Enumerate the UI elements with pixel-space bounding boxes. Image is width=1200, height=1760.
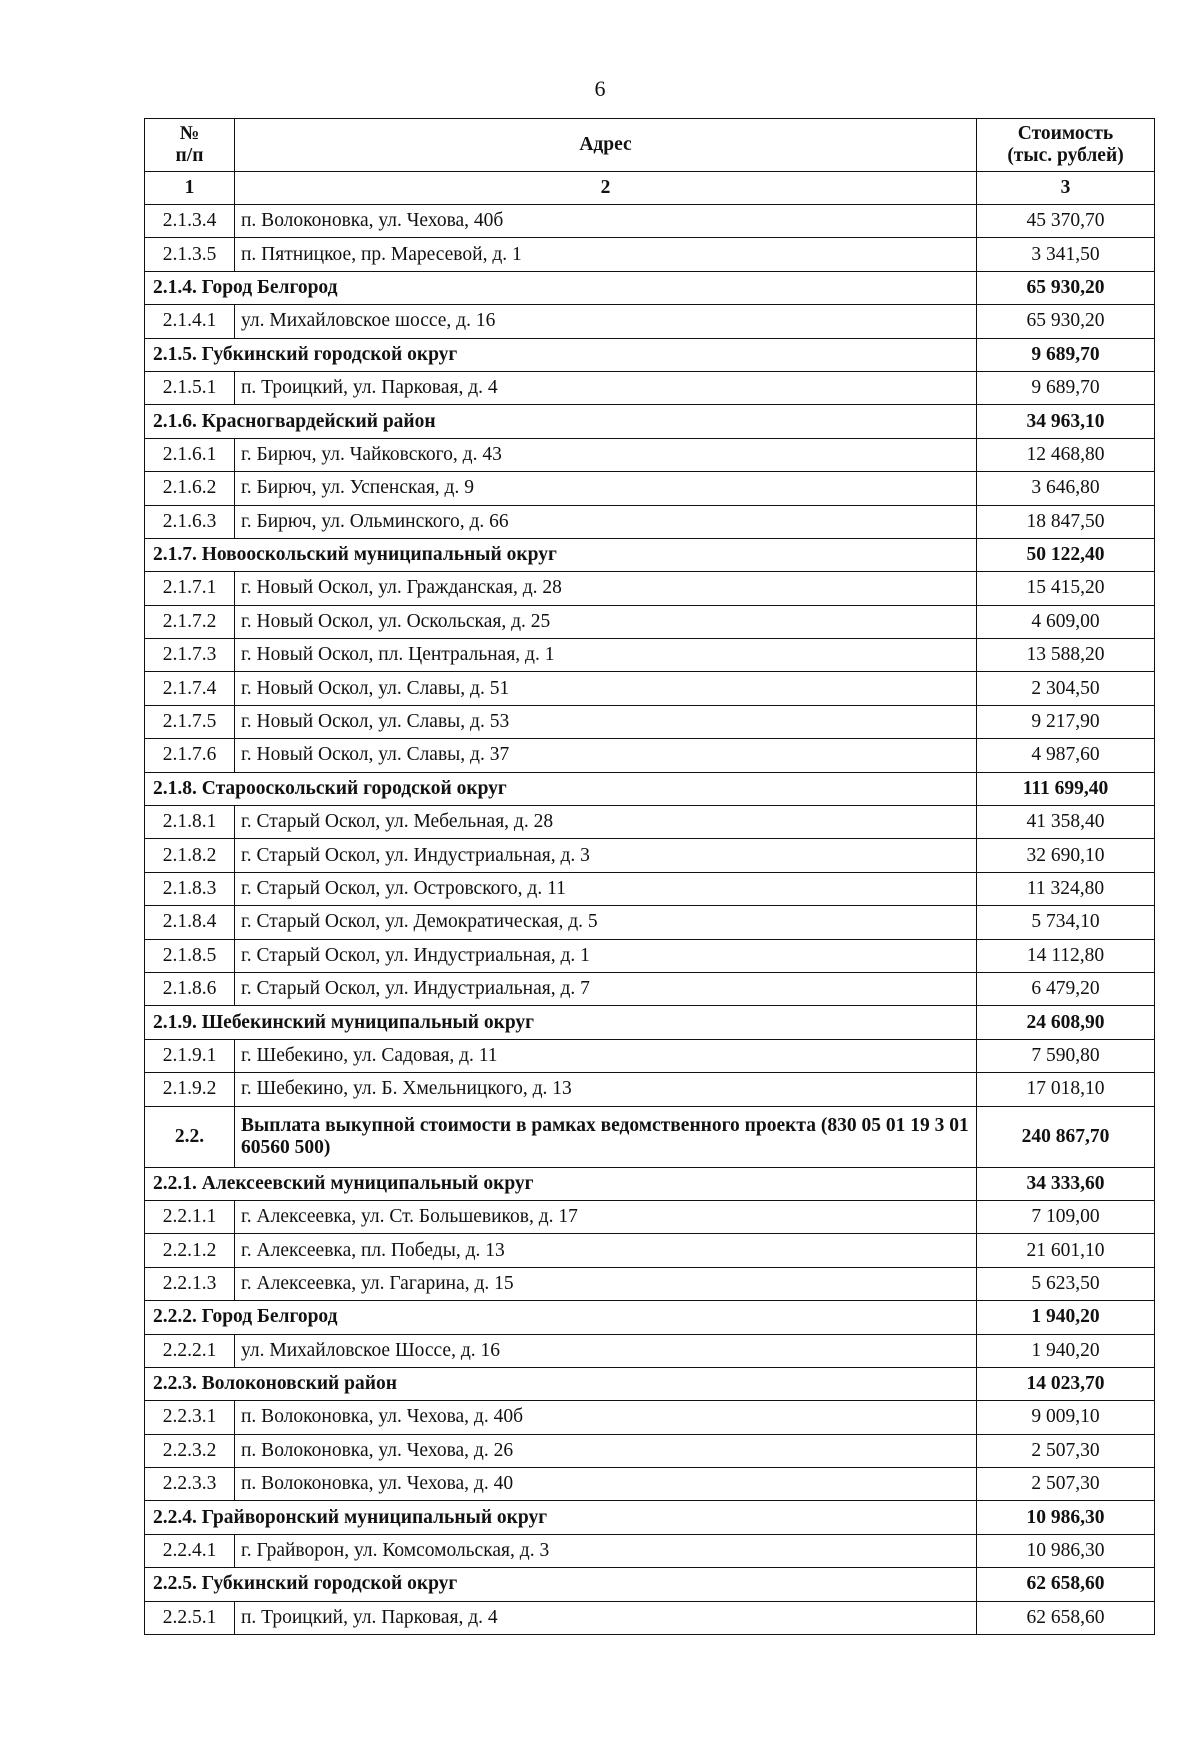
row-number: 2.1.7.4	[145, 672, 235, 705]
row-number: 2.1.3.5	[145, 238, 235, 271]
row-cost: 45 370,70	[977, 205, 1155, 238]
group-total: 14 023,70	[977, 1367, 1155, 1400]
group-row	[145, 1167, 1155, 1200]
table-row	[145, 972, 1155, 1005]
row-address: г. Новый Оскол, пл. Центральная, д. 1	[235, 639, 977, 672]
row-number: 2.1.8.6	[145, 972, 235, 1005]
column-number-row	[145, 172, 1155, 205]
table-row	[145, 1200, 1155, 1233]
table-row	[145, 1267, 1155, 1300]
row-number: 2.1.7.3	[145, 639, 235, 672]
group-name: 2.2.4. Грайворонский муниципальный округ	[145, 1501, 977, 1534]
row-cost: 10 986,30	[977, 1534, 1155, 1567]
group-total: 111 699,40	[977, 772, 1155, 805]
row-address: п. Пятницкое, пр. Маресевой, д. 1	[235, 238, 977, 271]
table-row	[145, 371, 1155, 404]
table-row	[145, 1401, 1155, 1434]
row-cost: 21 601,10	[977, 1234, 1155, 1267]
row-cost: 4 609,00	[977, 605, 1155, 638]
group-row	[145, 1006, 1155, 1039]
table-row	[145, 639, 1155, 672]
row-number: 2.1.8.1	[145, 806, 235, 839]
row-number: 2.1.6.1	[145, 438, 235, 471]
table-row	[145, 1073, 1155, 1106]
row-address: г. Новый Оскол, ул. Гражданская, д. 28	[235, 572, 977, 605]
row-number: 2.1.3.4	[145, 205, 235, 238]
row-cost: 62 658,60	[977, 1601, 1155, 1634]
row-address: п. Волоконовка, ул. Чехова, 40б	[235, 205, 977, 238]
row-number: 2.1.7.1	[145, 572, 235, 605]
group-row	[145, 405, 1155, 438]
group-name: 2.1.8. Старооскольский городской округ	[145, 772, 977, 805]
group-row	[145, 1501, 1155, 1534]
table-row	[145, 1601, 1155, 1634]
row-number: 2.2.1.1	[145, 1200, 235, 1233]
group-row	[145, 271, 1155, 304]
row-address: г. Старый Оскол, ул. Индустриальная, д. 1	[235, 939, 977, 972]
group-name: 2.2.5. Губкинский городской округ	[145, 1568, 977, 1601]
table-row	[145, 605, 1155, 638]
table-row	[145, 438, 1155, 471]
row-cost: 41 358,40	[977, 806, 1155, 839]
row-number: 2.2.4.1	[145, 1534, 235, 1567]
section-total: 240 867,70	[977, 1106, 1155, 1167]
row-address: г. Шебекино, ул. Б. Хмельницкого, д. 13	[235, 1073, 977, 1106]
row-address: п. Троицкий, ул. Парковая, д. 4	[235, 1601, 977, 1634]
row-number: 2.1.7.5	[145, 705, 235, 738]
row-number: 2.1.9.1	[145, 1039, 235, 1072]
cost-table	[144, 118, 1155, 1635]
table-row	[145, 872, 1155, 905]
table-row	[145, 1434, 1155, 1467]
row-cost: 6 479,20	[977, 972, 1155, 1005]
row-cost: 7 590,80	[977, 1039, 1155, 1072]
row-cost: 15 415,20	[977, 572, 1155, 605]
cost-table-body	[145, 119, 1155, 1635]
row-number: 2.2.3.2	[145, 1434, 235, 1467]
row-number: 2.1.8.5	[145, 939, 235, 972]
row-number: 2.1.5.1	[145, 371, 235, 404]
row-number: 2.1.9.2	[145, 1073, 235, 1106]
column-number-2: 2	[235, 172, 977, 205]
row-address: п. Волоконовка, ул. Чехова, д. 40	[235, 1468, 977, 1501]
row-number: 2.1.7.2	[145, 605, 235, 638]
group-total: 34 333,60	[977, 1167, 1155, 1200]
group-name: 2.1.7. Новооскольский муниципальный округ	[145, 538, 977, 571]
row-cost: 65 930,20	[977, 305, 1155, 338]
group-name: 2.2.1. Алексеевский муниципальный округ	[145, 1167, 977, 1200]
table-row	[145, 1234, 1155, 1267]
row-address: ул. Михайловское шоссе, д. 16	[235, 305, 977, 338]
row-address: г. Алексеевка, пл. Победы, д. 13	[235, 1234, 977, 1267]
group-total: 65 930,20	[977, 271, 1155, 304]
row-number: 2.2.1.2	[145, 1234, 235, 1267]
row-cost: 9 689,70	[977, 371, 1155, 404]
row-cost: 32 690,10	[977, 839, 1155, 872]
row-address: г. Новый Оскол, ул. Славы, д. 53	[235, 705, 977, 738]
row-address: г. Старый Оскол, ул. Индустриальная, д. 3	[235, 839, 977, 872]
row-address: г. Шебекино, ул. Садовая, д. 11	[235, 1039, 977, 1072]
row-number: 2.2.5.1	[145, 1601, 235, 1634]
group-name: 2.1.4. Город Белгород	[145, 271, 977, 304]
table-row	[145, 739, 1155, 772]
row-cost: 12 468,80	[977, 438, 1155, 471]
row-address: г. Грайворон, ул. Комсомольская, д. 3	[235, 1534, 977, 1567]
row-cost: 17 018,10	[977, 1073, 1155, 1106]
row-address: г. Алексеевка, ул. Ст. Большевиков, д. 17	[235, 1200, 977, 1233]
row-number: 2.1.8.3	[145, 872, 235, 905]
section-title: Выплата выкупной стоимости в рамках ведомственного проекта (830 05 01 19 3 01 60560 500)	[235, 1106, 977, 1167]
row-address: г. Новый Оскол, ул. Славы, д. 51	[235, 672, 977, 705]
row-number: 2.1.8.4	[145, 906, 235, 939]
group-total: 9 689,70	[977, 338, 1155, 371]
row-number: 2.2.2.1	[145, 1334, 235, 1367]
table-row	[145, 1039, 1155, 1072]
row-cost: 3 646,80	[977, 472, 1155, 505]
row-address: г. Новый Оскол, ул. Оскольская, д. 25	[235, 605, 977, 638]
row-cost: 2 304,50	[977, 672, 1155, 705]
row-cost: 3 341,50	[977, 238, 1155, 271]
table-row	[145, 305, 1155, 338]
header-cost: Стоимость (тыс. рублей)	[977, 119, 1155, 172]
table-row	[145, 1334, 1155, 1367]
row-address: г. Старый Оскол, ул. Индустриальная, д. 7	[235, 972, 977, 1005]
row-cost: 9 217,90	[977, 705, 1155, 738]
row-cost: 7 109,00	[977, 1200, 1155, 1233]
row-cost: 1 940,20	[977, 1334, 1155, 1367]
group-name: 2.1.5. Губкинский городской округ	[145, 338, 977, 371]
row-address: г. Старый Оскол, ул. Демократическая, д. 5	[235, 906, 977, 939]
group-total: 10 986,30	[977, 1501, 1155, 1534]
table-row	[145, 205, 1155, 238]
group-row	[145, 1301, 1155, 1334]
row-number: 2.1.6.3	[145, 505, 235, 538]
row-cost: 4 987,60	[977, 739, 1155, 772]
table-row	[145, 806, 1155, 839]
row-number: 2.2.1.3	[145, 1267, 235, 1300]
group-name: 2.1.9. Шебекинский муниципальный округ	[145, 1006, 977, 1039]
row-cost: 5 623,50	[977, 1267, 1155, 1300]
row-number: 2.1.6.2	[145, 472, 235, 505]
group-name: 2.2.3. Волоконовский район	[145, 1367, 977, 1400]
row-address: г. Старый Оскол, ул. Островского, д. 11	[235, 872, 977, 905]
row-address: п. Троицкий, ул. Парковая, д. 4	[235, 371, 977, 404]
group-total: 24 608,90	[977, 1006, 1155, 1039]
group-row	[145, 338, 1155, 371]
group-total: 34 963,10	[977, 405, 1155, 438]
table-row	[145, 1468, 1155, 1501]
table-header-row	[145, 119, 1155, 172]
section-number: 2.2.	[145, 1106, 235, 1167]
row-number: 2.1.8.2	[145, 839, 235, 872]
group-total: 50 122,40	[977, 538, 1155, 571]
row-address: г. Бирюч, ул. Ольминского, д. 66	[235, 505, 977, 538]
table-row	[145, 672, 1155, 705]
row-address: г. Бирюч, ул. Чайковского, д. 43	[235, 438, 977, 471]
column-number-1: 1	[145, 172, 235, 205]
row-cost: 13 588,20	[977, 639, 1155, 672]
row-cost: 2 507,30	[977, 1468, 1155, 1501]
group-name: 2.2.2. Город Белгород	[145, 1301, 977, 1334]
table-row	[145, 906, 1155, 939]
row-cost: 5 734,10	[977, 906, 1155, 939]
row-number: 2.1.7.6	[145, 739, 235, 772]
row-address: г. Старый Оскол, ул. Мебельная, д. 28	[235, 806, 977, 839]
group-row	[145, 1568, 1155, 1601]
group-row	[145, 1367, 1155, 1400]
row-number: 2.2.3.3	[145, 1468, 235, 1501]
group-name: 2.1.6. Красногвардейский район	[145, 405, 977, 438]
row-address: п. Волоконовка, ул. Чехова, д. 40б	[235, 1401, 977, 1434]
row-cost: 11 324,80	[977, 872, 1155, 905]
table-row	[145, 839, 1155, 872]
table-row	[145, 472, 1155, 505]
table-row	[145, 939, 1155, 972]
row-address: ул. Михайловское Шоссе, д. 16	[235, 1334, 977, 1367]
row-address: г. Бирюч, ул. Успенская, д. 9	[235, 472, 977, 505]
row-address: г. Новый Оскол, ул. Славы, д. 37	[235, 739, 977, 772]
row-address: п. Волоконовка, ул. Чехова, д. 26	[235, 1434, 977, 1467]
group-row	[145, 772, 1155, 805]
group-row	[145, 538, 1155, 571]
row-cost: 18 847,50	[977, 505, 1155, 538]
table-row	[145, 505, 1155, 538]
table-row	[145, 238, 1155, 271]
row-number: 2.1.4.1	[145, 305, 235, 338]
column-number-3: 3	[977, 172, 1155, 205]
row-number: 2.2.3.1	[145, 1401, 235, 1434]
table-row	[145, 572, 1155, 605]
group-total: 62 658,60	[977, 1568, 1155, 1601]
table-row	[145, 1534, 1155, 1567]
group-total: 1 940,20	[977, 1301, 1155, 1334]
page-number: 6	[594, 76, 606, 101]
row-cost: 14 112,80	[977, 939, 1155, 972]
header-num: № п/п	[145, 119, 235, 172]
row-address: г. Алексеевка, ул. Гагарина, д. 15	[235, 1267, 977, 1300]
table-row	[145, 705, 1155, 738]
row-cost: 2 507,30	[977, 1434, 1155, 1467]
row-cost: 9 009,10	[977, 1401, 1155, 1434]
section-row	[145, 1106, 1155, 1167]
header-address: Адрес	[235, 119, 977, 172]
